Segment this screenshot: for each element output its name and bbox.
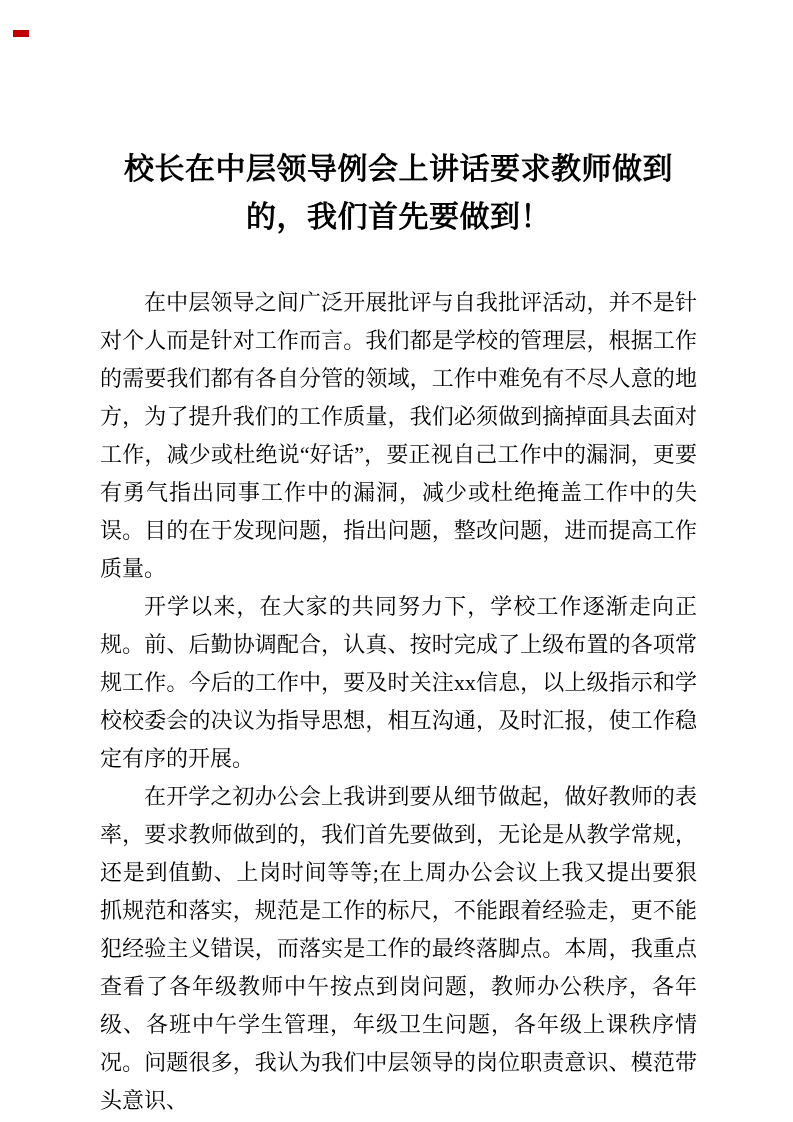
body-paragraph-2: 开学以来，在大家的共同努力下，学校工作逐渐走向正规。前、后勤协调配合，认真、按时完成了上级布置的各项常规工作。今后的工作中，要及时关注xx信息，以上级指示和学校校委会的决议为指导思想，相互沟通，及时汇报，使工作稳定有序的开展。 bbox=[100, 594, 697, 771]
body-paragraph-1: 在中层领导之间广泛开展批评与自我批评活动，并不是针对个人而是针对工作而言。我们都是学校的管理层，根据工作的需要我们都有各自分管的领域，工作中难免有不尽人意的地方，为了提升我们的工作质量，我们必须做到摘掉面具去面对工作，减少或杜绝说“好话”，要正视自己工作中的漏洞，更要有勇气指出同事工作中的漏洞，减少或杜绝掩盖工作中的失误。目的在于发现问题，指出问题，整改问题，进而提高工作质量。 bbox=[100, 290, 697, 581]
body-paragraph-3: 在开学之初办公会上我讲到要从细节做起，做好教师的表率，要求教师做到的，我们首先要做到，无论是从教学常规，还是到值勤、上岗时间等等;在上周办公会议上我又提出要狠抓规范和落实，规范是工作的标尺，不能跟着经验走，更不能犯经验主义错误，而落实是工作的最终落脚点。本周，我重点查看了各年级教师中午按点到岗问题，教师办公秩序，各年级、各班中午学生管理，年级卫生问题，各年级上课秩序情况。问题很多，我认为我们中层领导的岗位职责意识、模范带头意识、 bbox=[100, 784, 697, 1113]
document-title: 校长在中层领导例会上讲话要求教师做到的，我们首先要做到！ bbox=[124, 153, 673, 234]
red-mark bbox=[13, 30, 29, 37]
document-body bbox=[100, 284, 697, 1120]
